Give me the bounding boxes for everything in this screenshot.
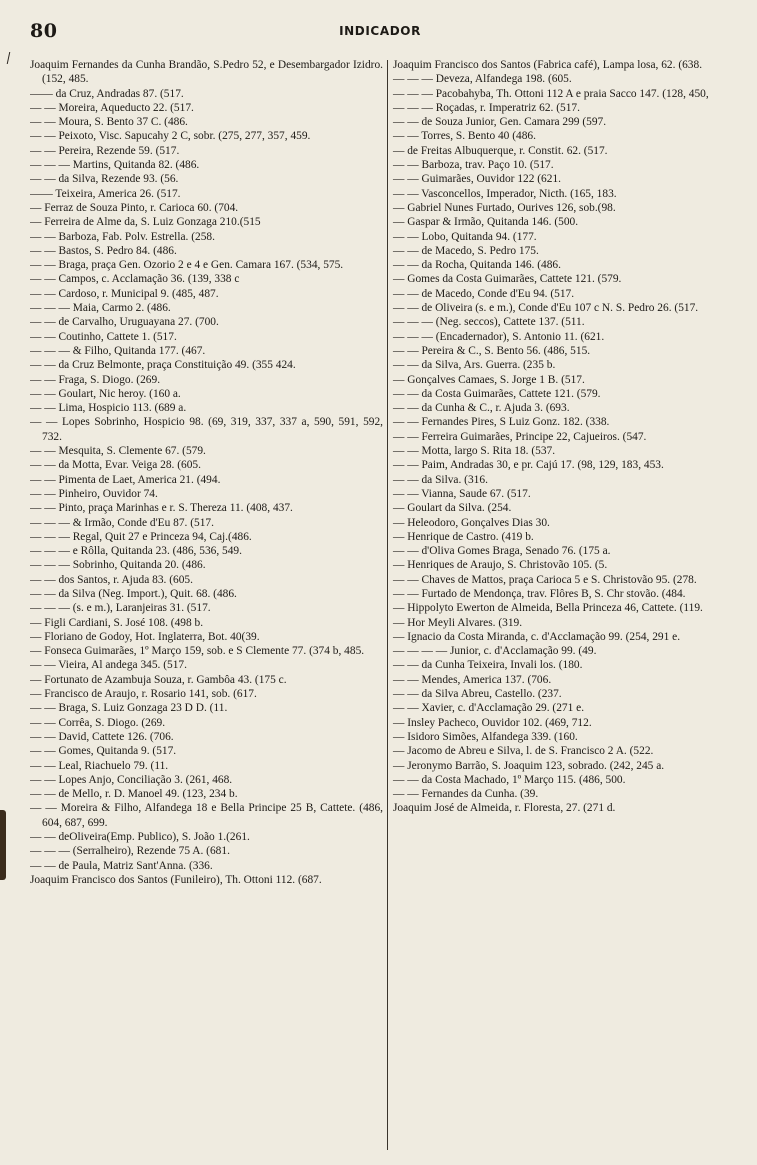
margin-pencil-mark (7, 52, 17, 64)
directory-entry: — — David, Cattete 126. (706. (30, 730, 174, 743)
directory-entry: — Henrique de Castro. (419 b. (393, 530, 534, 543)
directory-entry: Joaquim José de Almeida, r. Floresta, 27. (271 d. (393, 802, 616, 815)
directory-entry: — Isidoro Simões, Alfandega 339. (160. (393, 730, 578, 743)
left-column (30, 58, 387, 1153)
directory-entry: — — Gomes, Quitanda 9. (517. (30, 745, 177, 758)
directory-entry: — — deOliveira(Emp. Publico), S. João 1.(261. (30, 831, 250, 844)
directory-entry: — — da Silva, Rezende 93. (56. (30, 173, 179, 186)
directory-entry: — — de Macedo, Conde d'Eu 94. (517. (393, 287, 575, 300)
directory-entry: — — Pimenta de Laet, America 21. (494. (30, 473, 221, 486)
directory-entry: — — Chaves de Mattos, praça Carioca 5 e S. Christovão 95. (278. (393, 573, 697, 586)
directory-entry: — — Braga, S. Luiz Gonzaga 23 D D. (11. (30, 702, 228, 715)
directory-entry: — — Paim, Andradas 30, e pr. Cajú 17. (98, 129, 183, 453. (393, 459, 664, 472)
directory-entry: — — Campos, c. Acclamação 36. (139, 338 c (30, 273, 240, 286)
directory-entry: — — de Carvalho, Uruguayana 27. (700. (30, 316, 219, 329)
directory-entry: — — da Silva (Neg. Import.), Quit. 68. (486. (30, 587, 237, 600)
directory-entry: — — Pinto, praça Marinhas e r. S. Thereza 11. (408, 437. (30, 502, 293, 515)
directory-entry: — — da Silva, Ars. Guerra. (235 b. (393, 359, 556, 372)
directory-entry: — — — (Encadernador), S. Antonio 11. (621. (393, 330, 605, 343)
directory-entry: — — Corrêa, S. Diogo. (269. (30, 716, 166, 729)
directory-entry: — de Freitas Albuquerque, r. Constit. 62. (517. (393, 144, 608, 157)
directory-entry: — Fortunato de Azambuja Souza, r. Gambôa 43. (175 c. (30, 673, 287, 686)
directory-entry: — — da Rocha, Quitanda 146. (486. (393, 259, 561, 272)
directory-entry: — — Vianna, Saude 67. (517. (393, 487, 531, 500)
directory-entry: Joaquim Fernandes da Cunha Brandão, S.Pedro 52, e Desembargador Izidro. (152, 485. (30, 59, 383, 86)
directory-entry: — — Vasconcellos, Imperador, Nicth. (165, 183. (393, 187, 617, 200)
directory-entry: — — Guimarães, Ouvidor 122 (621. (393, 173, 561, 186)
directory-entry: — — da Silva. (316. (393, 473, 488, 486)
directory-entry: — — Lopes Anjo, Conciliação 3. (261, 468. (30, 773, 233, 786)
directory-entry: — — Goulart, Nic heroy. (160 a. (30, 387, 181, 400)
directory-entry: — Gaspar & Irmão, Quitanda 146. (500. (393, 216, 579, 229)
directory-entry: — Hippolyto Ewerton de Almeida, Bella Princeza 46, Cattete. (119. (393, 602, 703, 615)
directory-entry: — — Pereira, Rezende 59. (517. (30, 144, 180, 157)
directory-entry: — — — & Irmão, Conde d'Eu 87. (517. (30, 516, 214, 529)
directory-entry: Joaquim Francisco dos Santos (Fabrica café), Lampa losa, 62. (638. (393, 59, 703, 71)
directory-entry: — — Moreira, Aqueducto 22. (517. (30, 101, 194, 114)
directory-entry: — — da Costa Guimarães, Cattete 121. (579. (393, 387, 601, 400)
directory-entry: — — Bastos, S. Pedro 84. (486. (30, 244, 177, 257)
directory-entry: — — Fernandes da Cunha. (39. (393, 788, 539, 801)
directory-entry: — — da Motta, Evar. Veiga 28. (605. (30, 459, 201, 472)
directory-entry: — — — (s. e m.), Laranjeiras 31. (517. (30, 602, 211, 615)
page-header (30, 20, 730, 48)
directory-entry: — — Ferreira Guimarães, Principe 22, Cajueiros. (547. (393, 430, 647, 443)
directory-entry: — — — Pacobahyba, Th. Ottoni 112 A e praia Sacco 147. (128, 450, (393, 87, 709, 100)
directory-entry: — — da Cunha & C., r. Ajuda 3. (693. (393, 402, 570, 415)
directory-entry: — Gonçalves Camaes, S. Jorge 1 B. (517. (393, 373, 585, 386)
directory-entry: — — Fernandes Pires, S Luiz Gonz. 182. (338. (393, 416, 610, 429)
binding-edge-tab (0, 810, 6, 880)
directory-entry: — — Pinheiro, Ouvidor 74. (30, 487, 158, 500)
directory-entry: — — Braga, praça Gen. Ozorio 2 e 4 e Gen. Camara 167. (534, 575. (30, 259, 344, 272)
directory-entry: — Hor Meyli Alvares. (319. (393, 616, 523, 629)
directory-entry: — — Mendes, America 137. (706. (393, 673, 552, 686)
directory-entry: — — dos Santos, r. Ajuda 83. (605. (30, 573, 193, 586)
directory-entry: — — Motta, largo S. Rita 18. (537. (393, 445, 556, 458)
directory-entry: — Henriques de Araujo, S. Christovão 105. (5. (393, 559, 608, 572)
directory-entry: — — — Deveza, Alfandega 198. (605. (393, 73, 572, 86)
directory-entry: — — da Cunha Teixeira, Invali los. (180. (393, 659, 583, 672)
directory-entry: — Ferraz de Souza Pinto, r. Carioca 60. (704. (30, 201, 239, 214)
directory-entry: — — Lima, Hospicio 113. (689 a. (30, 402, 187, 415)
directory-entry: — — — Roçadas, r. Imperatriz 62. (517. (393, 101, 580, 114)
directory-entry: — — — (Serralheiro), Rezende 75 A. (681. (30, 845, 230, 858)
directory-entry: — Figli Cardiani, S. José 108. (498 b. (30, 616, 204, 629)
directory-entry: — Gomes da Costa Guimarães, Cattete 121. (579. (393, 273, 622, 286)
directory-entry: — — — (Neg. seccos), Cattete 137. (511. (393, 316, 585, 329)
directory-entry: — — Mesquita, S. Clemente 67. (579. (30, 445, 206, 458)
directory-entry: — — de Mello, r. D. Manoel 49. (123, 234 b. (30, 788, 238, 801)
directory-entry: —— Teixeira, America 26. (517. (30, 187, 181, 200)
directory-entry: — — da Cruz Belmonte, praça Constituição 49. (355 424. (30, 359, 296, 372)
page-number: 80 (30, 20, 58, 42)
directory-entry: — Francisco de Araujo, r. Rosario 141, sob. (617. (30, 688, 257, 701)
directory-columns (30, 58, 746, 1153)
directory-entry: — Jacomo de Abreu e Silva, l. de S. Francisco 2 A. (522. (393, 745, 654, 758)
directory-entry: — — Vieira, Al andega 345. (517. (30, 659, 187, 672)
directory-entry: — — Furtado de Mendonça, trav. Flôres B, S. Chr stovão. (484. (393, 587, 686, 600)
directory-entry: — — Moura, S. Bento 37 C. (486. (30, 116, 188, 129)
directory-entry: — — Lopes Sobrinho, Hospicio 98. (69, 319, 337, 337 a, 590, 591, 592, 732. (30, 416, 383, 443)
directory-entry: — — — — Junior, c. d'Acclamação 99. (49. (393, 645, 597, 658)
directory-entry: — — Coutinho, Cattete 1. (517. (30, 330, 177, 343)
running-title: INDICADOR (339, 24, 421, 38)
directory-entry: — Gabriel Nunes Furtado, Ourives 126, sob.(98. (393, 201, 616, 214)
directory-entry: — — de Macedo, S. Pedro 175. (393, 244, 539, 257)
directory-entry: —— da Cruz, Andradas 87. (517. (30, 87, 184, 100)
directory-entry: — — da Silva Abreu, Castello. (237. (393, 688, 562, 701)
directory-entry: — Jeronymo Barrão, S. Joaquim 123, sobrado. (242, 245 a. (393, 759, 665, 772)
directory-entry: — — — e Rôlla, Quitanda 23. (486, 536, 549. (30, 545, 242, 558)
directory-entry: — — Lobo, Quitanda 94. (177. (393, 230, 537, 243)
directory-entry: Joaquim Francisco dos Santos (Funileiro), Th. Ottoni 112. (687. (30, 873, 322, 886)
directory-entry: — Ferreira de Alme da, S. Luiz Gonzaga 210.(515 (30, 216, 261, 229)
directory-entry: — — de Paula, Matriz Sant'Anna. (336. (30, 859, 213, 872)
directory-entry: — Ignacio da Costa Miranda, c. d'Acclamação 99. (254, 291 e. (393, 630, 681, 643)
directory-entry: — Floriano de Godoy, Hot. Inglaterra, Bot. 40(39. (30, 630, 260, 643)
right-column (388, 58, 746, 1153)
directory-entry: — — — Martins, Quitanda 82. (486. (30, 159, 200, 172)
directory-entry: — Insley Pacheco, Ouvidor 102. (469, 712. (393, 716, 592, 729)
directory-entry: — — — Sobrinho, Quitanda 20. (486. (30, 559, 206, 572)
directory-entry: — — Torres, S. Bento 40 (486. (393, 130, 536, 143)
directory-entry: — — de Souza Junior, Gen. Camara 299 (597. (393, 116, 607, 129)
directory-entry: — — Leal, Riachuelo 79. (11. (30, 759, 169, 772)
directory-entry: — — — Maia, Carmo 2. (486. (30, 302, 171, 315)
directory-entry: — — Cardoso, r. Municipal 9. (485, 487. (30, 287, 219, 300)
directory-entry: — — Pereira & C., S. Bento 56. (486, 515. (393, 344, 591, 357)
directory-entry: — Goulart da Silva. (254. (393, 502, 512, 515)
directory-entry: — — Moreira & Filho, Alfandega 18 e Bella Principe 25 B, Cattete. (486, 604, 687, 699. (30, 802, 383, 829)
directory-entry: — — — & Filho, Quitanda 177. (467. (30, 344, 206, 357)
directory-entry: — — de Oliveira (s. e m.), Conde d'Eu 107 c N. S. Pedro 26. (517. (393, 302, 699, 315)
directory-entry: — — Fraga, S. Diogo. (269. (30, 373, 161, 386)
directory-entry: — Heleodoro, Gonçalves Dias 30. (393, 516, 550, 529)
directory-entry: — — d'Oliva Gomes Braga, Senado 76. (175 a. (393, 545, 611, 558)
directory-entry: — — Peixoto, Visc. Sapucahy 2 C, sobr. (275, 277, 357, 459. (30, 130, 311, 143)
directory-entry: — — Xavier, c. d'Acclamação 29. (271 e. (393, 702, 585, 715)
directory-entry: — Fonseca Guimarães, 1º Março 159, sob. e S Clemente 77. (374 b, 485. (30, 645, 365, 658)
directory-entry: — — Barboza, trav. Paço 10. (517. (393, 159, 554, 172)
directory-entry: — — da Costa Machado, 1º Março 115. (486, 500. (393, 773, 626, 786)
directory-entry: — — — Regal, Quit 27 e Princeza 94, Caj.(486. (30, 530, 252, 543)
directory-entry: — — Barboza, Fab. Polv. Estrella. (258. (30, 230, 215, 243)
